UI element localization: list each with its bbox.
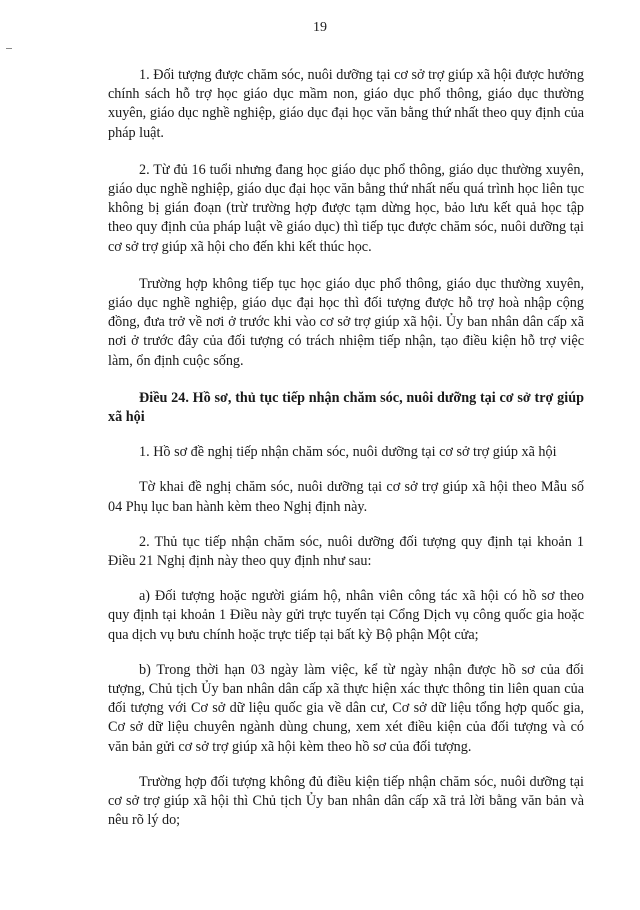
paragraph-clause-1: 1. Đối tượng được chăm sóc, nuôi dưỡng tại cơ sở trợ giúp xã hội được hưởng chính sách hỗ trợ học giáo dục mầm non, giáo dục phổ thông, giáo dục thường xuyên, giáo dục nghề nghiệp, giáo dục đại học văn bằng thứ nhất theo quy định của pháp luật. [108,67,584,141]
scan-edge-mark [6,48,12,49]
paragraph-procedure: 2. Thủ tục tiếp nhận chăm sóc, nuôi dưỡng đối tượng quy định tại khoản 1 Điều 21 Nghị định này theo quy định như sau: [108,533,584,570]
paragraph-dossier: 1. Hồ sơ đề nghị tiếp nhận chăm sóc, nuôi dưỡng tại cơ sở trợ giúp xã hội [139,444,557,461]
document-body [108,66,584,849]
paragraph-declaration-form: Tờ khai đề nghị chăm sóc, nuôi dưỡng tại cơ sở trợ giúp xã hội theo Mẫu số 04 Phụ lục ban hành kèm theo Nghị định này. [108,479,584,515]
article-24-heading: Điều 24. Hồ sơ, thủ tục tiếp nhận chăm sóc, nuôi dưỡng tại cơ sở trợ giúp xã hội [108,389,584,426]
paragraph-exception: Trường hợp không tiếp tục học giáo dục phổ thông, giáo dục thường xuyên, giáo dục nghề nghiệp, giáo dục đại học thì đối tượng được hỗ trợ hoà nhập cộng đồng, đưa trở về nơi ở trước khi vào cơ sở trợ giúp xã hội. Ủy ban nhân dân cấp xã nơi ở trước đây của đối tượng có trách nhiệm tiếp nhận, tạo điều kiện hỗ trợ việc làm, ổn định cuộc sống. [108,275,584,369]
page-number: 19 [313,20,327,35]
paragraph-clause-2: 2. Từ đủ 16 tuổi nhưng đang học giáo dục phổ thông, giáo dục thường xuyên, giáo dục nghề nghiệp, giáo dục đại học văn bằng thứ nhất nếu quá trình học liên tục không bị gián đoạn (trừ trường hợp được tạm dừng học, bảo lưu kết quả học tập theo quy định của pháp luật về giáo dục) thì tiếp tục được chăm sóc, nuôi dưỡng tại cơ sở trợ giúp xã hội cho đến khi kết thúc học. [108,161,584,255]
paragraph-procedure-b: b) Trong thời hạn 03 ngày làm việc, kể từ ngày nhận được hồ sơ của đối tượng, Chủ tịch Ủy ban nhân dân cấp xã thực hiện xác thực thông tin liên quan của đối tượng với Cơ sở dữ liệu quốc gia về dân cư, Cơ sở dữ liệu tổng hợp quốc gia, Cơ sở dữ liệu chuyên ngành dùng chung, xem xét điều kiện của đối tượng và có văn bản gửi cơ sở trợ giúp xã hội kèm theo hồ sơ của đối tượng. [108,661,584,755]
paragraph-procedure-a: a) Đối tượng hoặc người giám hộ, nhân viên công tác xã hội có hồ sơ theo quy định tại khoản 1 Điều này gửi trực tuyến tại Cổng Dịch vụ công quốc gia hoặc qua dịch vụ bưu chính hoặc trực tiếp tại bất kỳ Bộ phận Một cửa; [108,588,584,643]
paragraph-ineligible-case: Trường hợp đối tượng không đủ điều kiện tiếp nhận chăm sóc, nuôi dưỡng tại cơ sở trợ giúp xã hội thì Chủ tịch Ủy ban nhân dân cấp xã trả lời bằng văn bản và nêu rõ lý do; [108,773,584,829]
